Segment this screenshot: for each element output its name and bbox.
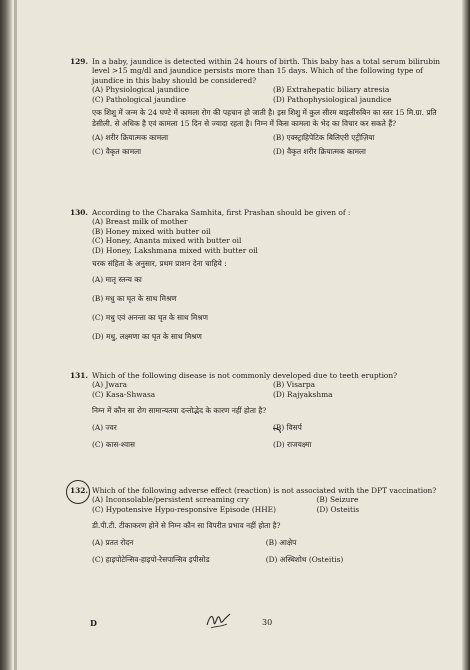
option-c: (C) Pathological jaundice bbox=[92, 94, 186, 104]
hindi-option-a: (A) मातृ स्तन्य का bbox=[92, 275, 142, 285]
handwritten-signature-icon bbox=[205, 609, 233, 631]
hindi-option-b: (B) मधु का घृत के साथ मिश्रण bbox=[92, 294, 177, 304]
hindi-option-b: (B) एक्स्ट्राहिपेटिक बिलिएरी एट्रीज़िया bbox=[273, 133, 375, 143]
option-c: (C) Honey, Ananta mixed with butter oil bbox=[92, 236, 242, 246]
question-number: 129. bbox=[70, 57, 89, 66]
question-130 bbox=[70, 208, 454, 343]
booklet-series-letter: D bbox=[90, 618, 97, 628]
hindi-option-row bbox=[92, 146, 454, 157]
question-text: Which of the following disease is not commonly developed due to teeth eruption? bbox=[92, 371, 398, 380]
hindi-option-row bbox=[92, 537, 454, 548]
hindi-option-row bbox=[92, 439, 454, 450]
option-row bbox=[92, 505, 454, 514]
option-row bbox=[92, 495, 454, 504]
option-d: (D) Pathophysiological jaundice bbox=[273, 94, 392, 104]
option-c: (C) Kasa-Shwasa bbox=[92, 389, 156, 399]
hindi-question-text: डी.पी.टी. टीकाकरण होने से निम्न कौन सा विपरीत प्रभाव नहीं होता है? bbox=[92, 521, 281, 531]
option-d: (D) Rajyakshma bbox=[273, 389, 333, 399]
question-text: According to the Charaka Samhita, first Prashan should be given of : bbox=[92, 208, 351, 217]
hindi-option-a: (A) शरीर क्रियात्मक कामला bbox=[92, 133, 169, 143]
hindi-option-c: (C) मधु एवं अनन्ता का घृत के साथ मिश्रण bbox=[92, 313, 208, 323]
hindi-option-d: (D) वैकृत शरीर क्रियात्मक कामला bbox=[273, 147, 366, 157]
question-number: 130. bbox=[70, 208, 89, 217]
hindi-option-a: (A) ज्वर bbox=[92, 423, 117, 433]
hindi-option-d: (D) मधु, लक्ष्मणा का घृत के साथ मिश्रण bbox=[92, 332, 202, 342]
hindi-option-a: (A) प्रतत रोदन bbox=[92, 538, 134, 548]
page-left-edge bbox=[0, 0, 12, 670]
page-number: 30 bbox=[262, 618, 273, 627]
question-text: In a baby, jaundice is detected within 24 hours of birth. This baby has a total serum bilirubin level >15 mg/dl and jaundice persists more than 15 days. Which of the following type of jaundice in this baby should be considered? bbox=[92, 57, 441, 85]
option-a: (A) Breast milk of mother bbox=[92, 217, 188, 227]
option-a: (A) Inconsolable/persistent screaming cry bbox=[92, 495, 249, 505]
hindi-option-c: (C) वैकृत कामला bbox=[92, 147, 142, 157]
hindi-option-row bbox=[92, 422, 454, 433]
hindi-question-text: निम्न में कौन सा रोग सामान्यतया दन्तोद्भेद के कारण नहीं होता है? bbox=[92, 406, 267, 416]
hindi-question-text: एक शिशु में जन्म के 24 घण्टे में कामला रोग की पहचान हो जाती है। इस शिशु में कुल सीरम बाइलीरुबिन का स्तर 15 मि.ग्रा. प्रति डेसीली. से अधिक है एवं कामला 15 दिन से ज्यादा रहता है। निम्न में किस कामला के भेद का विचार कर सकते हैं? bbox=[92, 108, 437, 129]
option-c: (C) Hypotensive Hypo-responsive Episode (HHE) bbox=[92, 504, 276, 514]
page-binding-line bbox=[14, 0, 17, 670]
option-d: (D) Osteitis bbox=[316, 504, 360, 514]
hindi-option-b-text: (B) विसर्प bbox=[273, 423, 302, 433]
option-row bbox=[92, 380, 454, 389]
option-a: (A) Jwara bbox=[92, 380, 128, 390]
hindi-question-text: चरक संहिता के अनुसार, प्रथम प्राशन देना चाहिये : bbox=[92, 259, 227, 269]
option-a: (A) Physiological jaundice bbox=[92, 85, 189, 95]
hindi-option-b bbox=[273, 422, 454, 433]
hindi-option-list bbox=[92, 273, 454, 343]
hindi-option-b: (B) आक्षेप bbox=[265, 538, 297, 548]
option-b: (B) Visarpa bbox=[273, 380, 315, 390]
option-b: (B) Seizure bbox=[316, 495, 359, 505]
hindi-option-row bbox=[92, 554, 454, 565]
question-131 bbox=[70, 371, 454, 450]
hindi-option-d: (D) अस्थिशोथ (Osteitis) bbox=[265, 555, 344, 565]
question-129 bbox=[70, 57, 454, 157]
question-text: Which of the following adverse effect (reaction) is not associated with the DPT vaccination? bbox=[92, 486, 437, 495]
hindi-option-c: (C) कास-श्वास bbox=[92, 440, 136, 450]
page-right-edge bbox=[462, 0, 470, 670]
option-d: (D) Honey, Lakshmana mixed with butter oil bbox=[92, 245, 258, 255]
hindi-option-c: (C) हाइपोटेन्सिव-हाइपो-रेसपान्सिव इपीसोड bbox=[92, 555, 210, 565]
option-row bbox=[92, 390, 454, 399]
question-132 bbox=[70, 486, 454, 565]
hindi-option-d: (D) राजयक्ष्मा bbox=[273, 440, 312, 450]
option-row bbox=[92, 95, 454, 104]
option-b: (B) Extrahepatic biliary atresia bbox=[273, 85, 390, 95]
option-b: (B) Honey mixed with butter oil bbox=[92, 226, 211, 236]
option-row bbox=[92, 85, 454, 94]
hindi-option-row bbox=[92, 132, 454, 143]
question-number: 132. bbox=[70, 486, 89, 495]
question-number: 131. bbox=[70, 371, 89, 380]
